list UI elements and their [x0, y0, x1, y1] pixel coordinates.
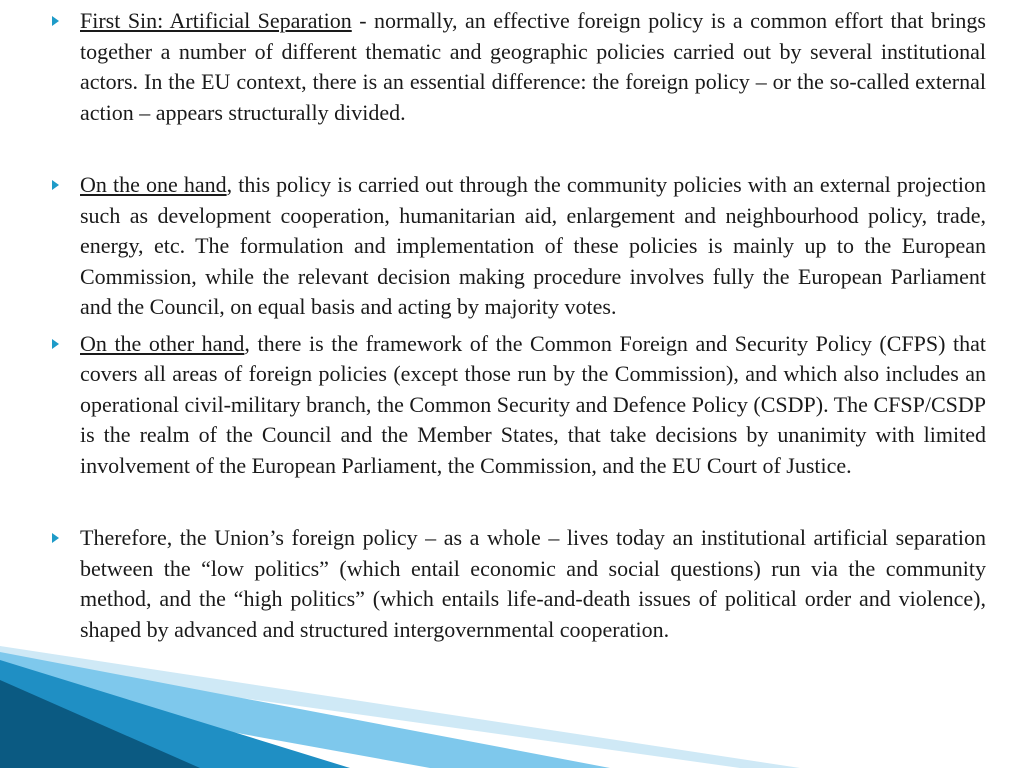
slide-body: [50, 6, 986, 645]
bullet-lead: On the one hand: [80, 172, 227, 197]
bullet-text: , there is the framework of the Common Foreign and Security Policy (CFPS) that covers all areas of foreign policies (except those run by the Commission), and which also includes an operational civil-military branch, the Common Security and Defence Policy (CSDP). The CFSP/CSDP is the realm of the Council and the Member States, that take decisions by unanimity with limited involvement of the European Parliament, the Commission, and the EU Court of Justice.: [80, 330, 986, 478]
bullet-arrow-icon: [52, 339, 59, 349]
bullet-lead: On the other hand: [80, 330, 245, 356]
bullet-arrow-icon: [52, 16, 59, 26]
bullet-first-sin: [50, 6, 986, 128]
bullet-arrow-icon: [52, 533, 59, 543]
bullet-one-hand: [50, 170, 986, 323]
bullet-text: - normally, an effective foreign policy is a common effort that brings together a number of different thematic and geographic policies carried out by several institutional actors. In the EU context, there is an essential difference: the foreign policy – or the so-called external action – appears structurally divided.: [80, 8, 986, 125]
bullet-lead: First Sin: Artificial Separation: [80, 8, 352, 33]
bullet-arrow-icon: [52, 180, 59, 190]
bullet-therefore: [50, 523, 986, 645]
bullet-text: Therefore, the Union’s foreign policy – as a whole – lives today an institutional artificial separation between the “low politics” (which entail economic and social questions) run via the community method, and the “high politics” (which entails life-and-death issues of political order and violence), shaped by advanced and structured intergovernmental cooperation.: [80, 525, 986, 642]
bullet-other-hand: [50, 329, 986, 482]
bullet-text: , this policy is carried out through the community policies with an external projection such as development cooperation, humanitarian aid, enlargement and neighbourhood policy, trade, energy, etc. The formulation and implementation of these policies is mainly up to the European Commission, while the relevant decision making procedure involves fully the European Parliament and the Council, on equal basis and acting by majority votes.: [80, 172, 986, 319]
